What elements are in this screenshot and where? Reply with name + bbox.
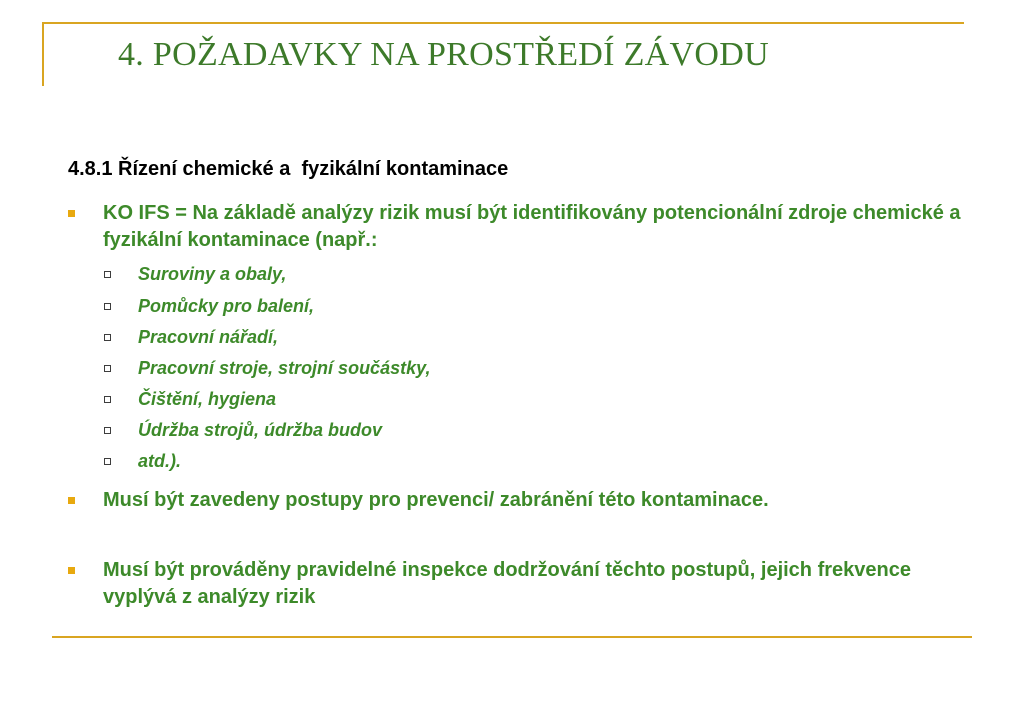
sub-item [104, 450, 181, 472]
sub-item-text: Čištění, hygiena [138, 389, 277, 409]
frame-left-line [42, 22, 44, 86]
bullet-item [68, 200, 968, 254]
hollow-square-bullet-icon [104, 303, 111, 310]
hollow-square-bullet-icon [104, 458, 111, 465]
sub-item [104, 295, 314, 317]
sub-item-text: Pomůcky pro balení, [138, 296, 315, 316]
sub-item [104, 263, 286, 285]
hollow-square-bullet-icon [104, 271, 111, 278]
square-bullet-icon [68, 497, 75, 504]
sub-item [104, 357, 430, 379]
sub-item-text: atd.). [138, 451, 181, 471]
sub-item-text: Suroviny a obaly, [138, 264, 287, 284]
frame-top-line [42, 22, 964, 24]
square-bullet-icon [68, 210, 75, 217]
sub-item [104, 419, 382, 441]
hollow-square-bullet-icon [104, 396, 111, 403]
sub-item [104, 326, 278, 348]
sub-item-text: Pracovní nářadí, [138, 327, 279, 347]
bullet-item [68, 487, 968, 514]
bullet-text: KO IFS = Na základě analýzy rizik musí být identifikovány potencionální zdroje chemické a fyzikální kontaminace (např.: [103, 202, 961, 251]
slide-title: 4. POŽADAVKY NA PROSTŘEDÍ ZÁVODU [118, 36, 769, 73]
hollow-square-bullet-icon [104, 365, 111, 372]
sub-item [104, 388, 276, 410]
hollow-square-bullet-icon [104, 427, 111, 434]
bullet-text: Musí být zavedeny postupy pro prevenci/ zabránění této kontaminace. [103, 489, 769, 511]
sub-item-text: Pracovní stroje, strojní součástky, [138, 358, 431, 378]
bullet-item [68, 557, 968, 611]
square-bullet-icon [68, 567, 75, 574]
hollow-square-bullet-icon [104, 334, 111, 341]
sub-item-text: Údržba strojů, údržba budov [138, 420, 383, 440]
frame-bottom-line [52, 636, 972, 638]
section-heading: 4.8.1 Řízení chemické a fyzikální kontaminace [68, 158, 509, 180]
bullet-text: Musí být prováděny pravidelné inspekce dodržování těchto postupů, jejich frekvence vyplývá z analýzy rizik [103, 559, 911, 608]
